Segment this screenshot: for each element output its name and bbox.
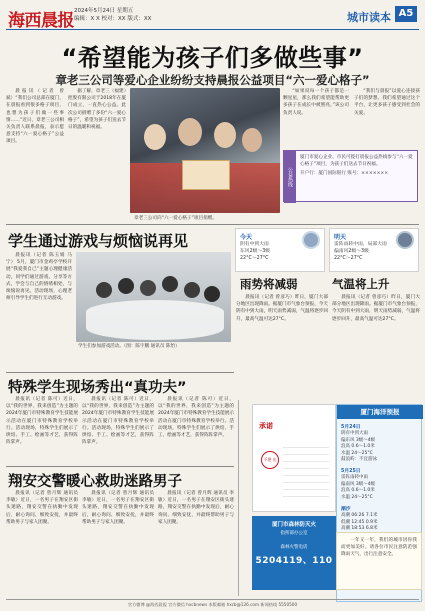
fire-title: 厦门市森林防灭火 bbox=[271, 522, 316, 528]
handwriting-lines bbox=[283, 445, 329, 497]
fire-phone-label: 森林火警电话 bbox=[280, 545, 308, 550]
tide-item: 高潮 18:53 6.8米 bbox=[341, 526, 378, 532]
lead-column-1: 晨报讯（记者 曾斌）“我们公司总部在厦门，在晨报看到很多格子项目，也想为孩子们做一些事情……”近日，章老三公司相关负责人联系晨报，表示愿意支持“六一爱心格子”公益项目。 bbox=[6, 89, 64, 145]
rescue-title: 翔安交警暖心救助迷路男子 bbox=[8, 474, 182, 490]
rain-title-2: 气温将上升 bbox=[332, 277, 390, 291]
lead-headline: “希望能为孩子们多做些事” bbox=[61, 44, 364, 72]
forecast-day1-item: 偏东风 3级～4级 bbox=[341, 437, 376, 443]
weather-tomorrow: 明天 雷阵雨转中雨，局部大雨 偏南风2级～3级 22°C～27°C bbox=[329, 228, 419, 272]
special-students-title: 特殊学生现场秀出“真功夫” bbox=[8, 380, 187, 396]
section-name: 城市读本 bbox=[347, 11, 391, 24]
date-line: 2024年5月24日 星期五 bbox=[74, 8, 134, 14]
weather-today: 今天 阴有中到大雨 东风2级～3级 22°C～27°C bbox=[235, 228, 325, 272]
tide-item: 低潮 12:45 0.9米 bbox=[341, 519, 378, 525]
promise-box bbox=[252, 404, 336, 512]
forecast-date-2: 5月25日 bbox=[341, 469, 361, 474]
lead-column-3: “如果说每一个孩子都是一颗星星，那么我们希望能帮助更多孩子在成长中被照亮。”该公司负责人说。 bbox=[283, 89, 349, 116]
forecast-day2-item: 水温 24～25°C bbox=[341, 494, 373, 500]
game-story-photo bbox=[76, 252, 231, 342]
forecast-day1-item: 鼓浪屿：不宜游泳 bbox=[341, 457, 377, 463]
logo-text: 海西晨报 bbox=[8, 11, 74, 31]
rain-title-1: 雨势将减弱 bbox=[240, 277, 298, 291]
game-photo-caption: 学生们参加游戏活动。（图：陈宇鹏 通讯员 陈怡） bbox=[78, 344, 180, 349]
special-text-col1: 晨报讯（记者 陈可）近日，以“我的世界，我来创造”为主题的2024年厦门市特殊教育学生技能展示活动在厦门市特殊教育学校举行。活动现场，特殊学生们展示了烘焙、手工、绘画等才艺，获得阵阵掌声。 bbox=[6, 397, 78, 446]
game-story-text: 晨报讯（记者 陈玉娟 马宁） 5月，厦门市金鸡亭学校开展“我爱我自己”主题心理健康活动，同学们通过游戏、分享等方式，学会与自己的情绪相处，与烦恼说再见。活动现场，心理老师引导学生们进行互动游戏。 bbox=[6, 253, 72, 302]
lead-photo bbox=[130, 88, 280, 213]
page-number: A5 bbox=[395, 6, 417, 22]
forecast-day2-item: 偏南风 3级～4级 bbox=[341, 481, 376, 487]
divider bbox=[6, 372, 234, 373]
note-box bbox=[336, 532, 422, 590]
weather-panel bbox=[235, 228, 421, 272]
forecast-day1-item: 水温 24～25°C bbox=[341, 450, 373, 456]
lead-subhead: 章老三公司等爱心企业纷纷支持晨报公益项目“六一爱心格子” bbox=[55, 73, 370, 87]
promise-label: 承诺 bbox=[259, 422, 273, 430]
masthead-meta bbox=[74, 7, 151, 23]
divider bbox=[6, 224, 419, 225]
forecast-day1-item: 浪高 0.6～1.0米 bbox=[341, 444, 375, 450]
fire-phone: 5204119、110 bbox=[255, 556, 333, 566]
newspaper-logo bbox=[8, 6, 74, 31]
rescue-text-col1: 晨报讯（记者 曾月辉 通讯员 李敏）近日，一名男子在翔安区街头迷路，翔安交警在执勤中发现后，耐心询问、细致安抚，并最终帮助男子与家人团聚。 bbox=[6, 491, 78, 525]
rain-text-col1: 晨报讯（记者 曾彦巧）昨日，厦门大部分地区出现降雨。据厦门市气象台预报，今天阴有中到大雨，明天雨势减弱，气温将逐步回升，最高气温可达27°C。 bbox=[236, 295, 328, 322]
forecast-day1-item: 阴有中到大雨 bbox=[341, 431, 368, 436]
divider bbox=[6, 466, 234, 467]
cloud-rain-icon bbox=[304, 233, 318, 247]
lead-photo-caption: 章老三公司向“六一爱心格子”项目捐赠。 bbox=[134, 216, 217, 221]
game-story-title: 学生通过游戏与烦恼说再见 bbox=[8, 232, 189, 250]
info-tag: 公益热线 bbox=[284, 151, 296, 203]
thunderstorm-icon bbox=[398, 233, 412, 247]
footer: 官方微博 @海西晨报 官方微信 hxcbnews 本版邮箱 hxcb@126.com 新闻热线 5550500 bbox=[6, 599, 419, 608]
info-body: 厦门市爱心企业、市民可拨打晨报公益热线参与“六一爱心格子”项目，为孩子们送去节日祝福。 开户行：厦门国际银行 账号：××××××× bbox=[300, 155, 413, 176]
forecast-day2-item: 浪高 0.6～1.0米 bbox=[341, 488, 375, 494]
fire-hotline-box bbox=[252, 516, 336, 590]
forecast-day2-item: 雷阵雨转中雨 bbox=[341, 475, 368, 480]
info-box bbox=[283, 150, 418, 202]
divider bbox=[238, 400, 239, 596]
rain-text-col2: 晨报讯（记者 曾彦巧）昨日，厦门大部分地区出现降雨。据厦门市气象台预报，今天阴有中到大雨，明天雨势减弱，气温将逐步回升，最高气温可达27°C。 bbox=[332, 295, 420, 322]
rescue-text-col2: 晨报讯（记者 曾月辉 通讯员 李敏）近日，一名男子在翔安区街头迷路，翔安交警在执勤中发现后，耐心询问、细致安抚，并最终帮助男子与家人团聚。 bbox=[82, 491, 154, 525]
forecast-date-1: 5月24日 bbox=[341, 425, 361, 430]
tide-item: 高潮 06:26 7.1米 bbox=[341, 513, 378, 518]
masthead bbox=[6, 4, 419, 30]
fire-subtitle: 指挥部办公室 bbox=[280, 531, 308, 536]
note-text: 一年又一年，我们的城市因你我而更加美好。请各位市民注意防范强降雨天气，出行注意安全。 bbox=[341, 538, 417, 558]
editor-line: 编辑：X X 校对：XX 版式：XX bbox=[74, 16, 152, 22]
stamp-icon: 不堪 出 bbox=[261, 451, 279, 469]
rescue-text-col3: 晨报讯（记者 曾月辉 通讯员 李敏）近日，一名男子在翔安区街头迷路，翔安交警在执勤中发现后，耐心询问、细致安抚，并最终帮助男子与家人团聚。 bbox=[158, 491, 234, 525]
special-text-col3: 晨报讯（记者 陈可）近日，以“我的世界，我来创造”为主题的2024年厦门市特殊教育学生技能展示活动在厦门市特殊教育学校举行。活动现场，特殊学生们展示了烘焙、手工、绘画等才艺，获得阵阵掌声。 bbox=[158, 397, 234, 439]
special-text-col2: 晨报讯（记者 陈可）近日，以“我的世界，我来创造”为主题的2024年厦门市特殊教育学生技能展示活动在厦门市特殊教育学校举行。活动现场，特殊学生们展示了烘焙、手工、绘画等才艺，获得阵阵掌声。 bbox=[82, 397, 154, 446]
forecast-title: 厦门海洋预报 bbox=[337, 405, 423, 419]
lead-column-4: “我们与晨报”以爱心连接孩子们的梦想。我们希望通过这个平台，让更多孩子感受到社会的关爱。 bbox=[354, 89, 420, 116]
lead-column-2: 据了解，章老三（福建）控股有限公司于2018年在厦门成立，一直热心公益。此次公司捐赠了多份“六一爱心格子”，希望为孩子们送去节日的温暖和祝福。 bbox=[68, 89, 126, 131]
tide-title: 潮汐 bbox=[341, 507, 351, 512]
